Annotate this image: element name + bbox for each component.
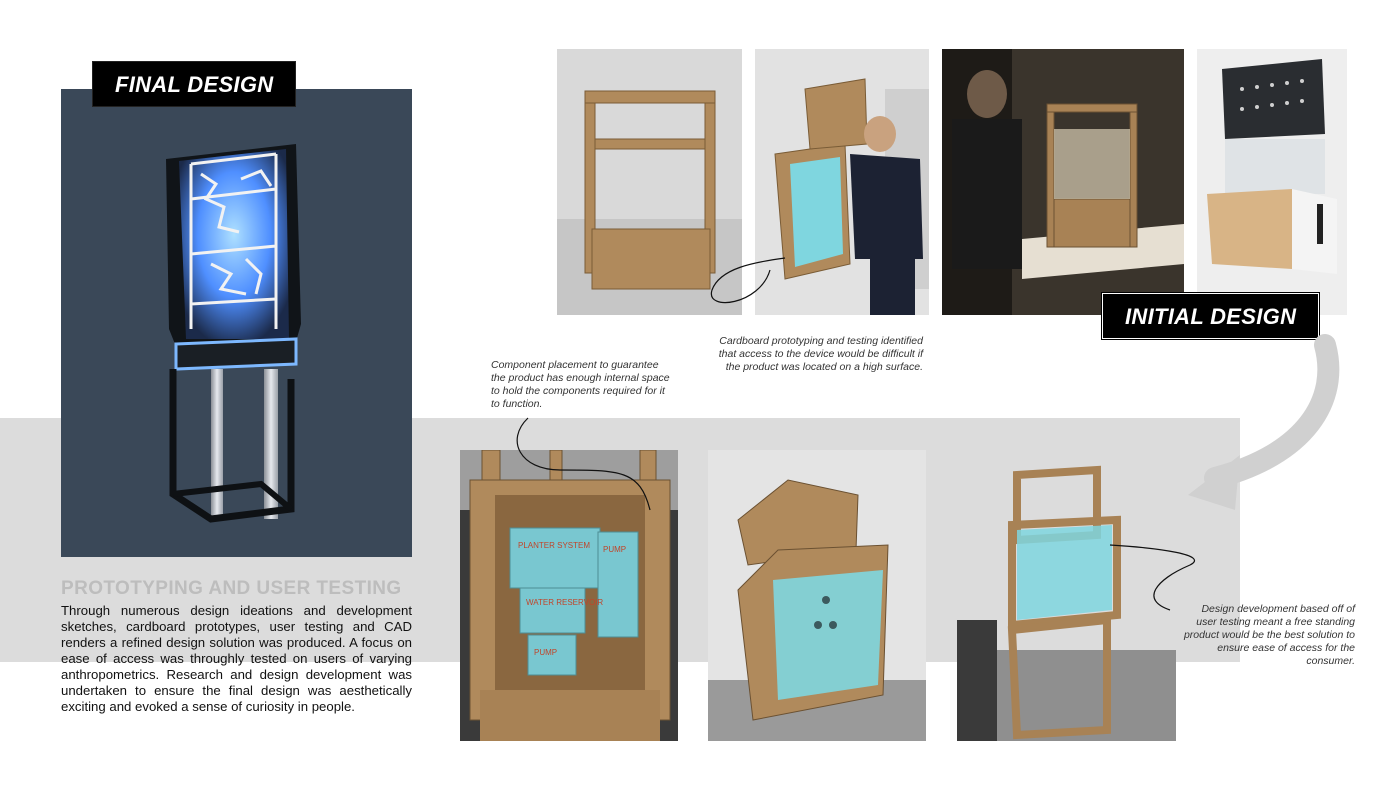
section-body: Through numerous design ideations and development sketches, cardboard prototypes, user testing and CAD renders a refined design solution was produced. A focus on ease of access was throughly tested on users of varying anthropometrics. Research and design development was undertaken to ensure the final design was aesthetically exciting and evoked a sense of curiosity in people. <box>61 603 412 714</box>
box-label-pump-2: PUMP <box>534 648 558 657</box>
free-standing-prototype-photo <box>957 450 1176 741</box>
box-label-reservoir: WATER RESERVOIR <box>526 598 604 607</box>
box-label-pump-1: PUMP <box>603 545 627 554</box>
user-testing-photo <box>942 49 1184 315</box>
prototype-photo-1 <box>557 49 742 315</box>
final-design-tag: FINAL DESIGN <box>92 61 296 107</box>
note-access: Cardboard prototyping and testing identified that access to the device would be difficult if the product was located on a high surface. <box>718 335 923 373</box>
note-component-placement: Component placement to guarantee the product has enough internal space to hold the components required for it to function. <box>491 359 670 410</box>
section-title: PROTOTYPING AND USER TESTING <box>61 578 402 599</box>
design-development-photo <box>708 450 926 741</box>
component-placement-photo <box>460 450 678 741</box>
final-design-render <box>61 89 412 557</box>
box-label-planter: PLANTER SYSTEM <box>518 541 591 550</box>
prototype-photo-2 <box>755 49 929 315</box>
initial-design-tag: INITIAL DESIGN <box>1102 293 1319 339</box>
note-design-development: Design development based off of user testing meant a free standing product would be the best solution to ensure ease of access for the consumer. <box>1183 603 1355 667</box>
initial-cad-render <box>1197 49 1347 315</box>
